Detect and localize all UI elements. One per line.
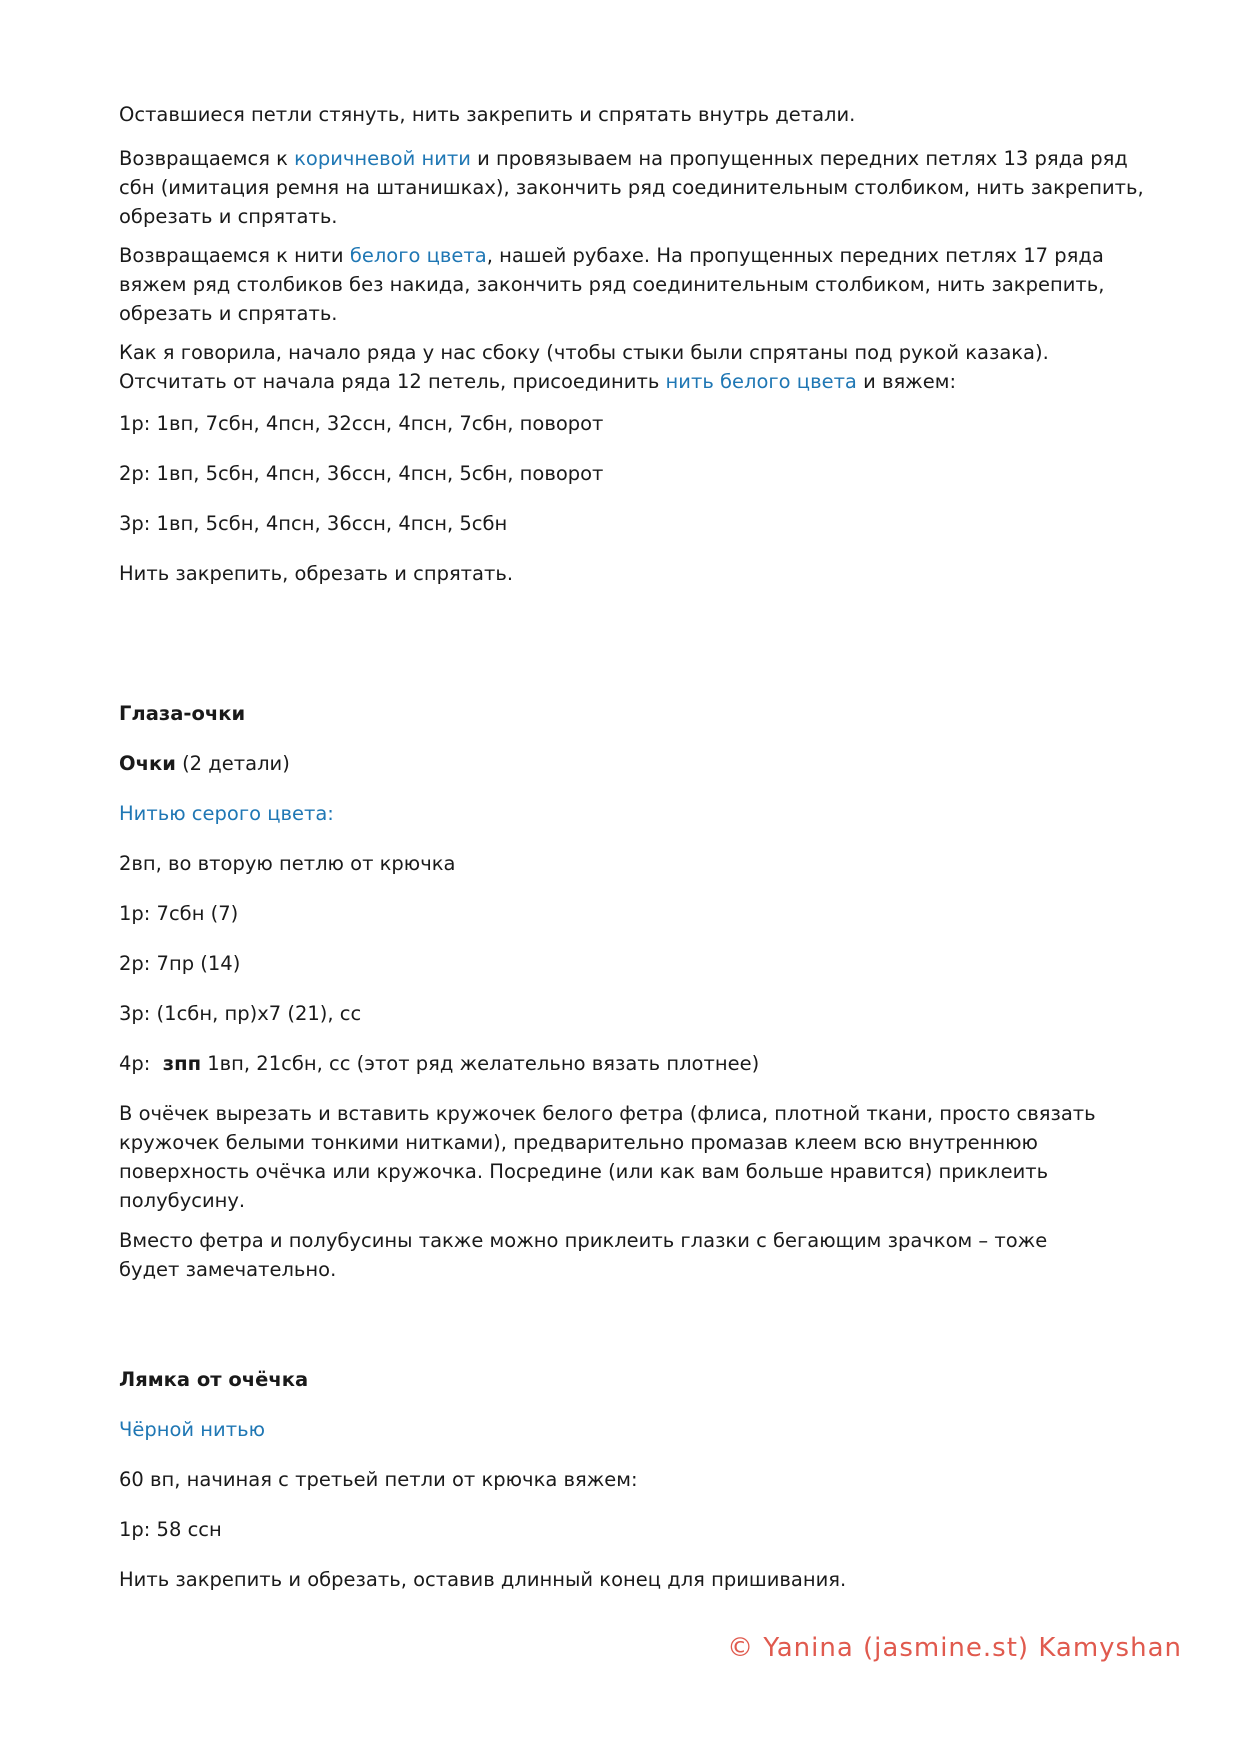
text: Возвращаемся к <box>119 147 295 170</box>
eyes-start: 2вп, во вторую петлю от крючка <box>119 852 456 875</box>
brown-yarn-link[interactable]: коричневой нити <box>294 147 471 170</box>
subheading-glasses-bold: Очки <box>119 752 176 775</box>
text: и вяжем: <box>856 370 957 393</box>
paragraph-finish-part: Оставшиеся петли стянуть, нить закрепить и спрятать внутрь детали. <box>119 103 856 126</box>
paragraph-white-shirt <box>119 241 1109 328</box>
text: (2 детали) <box>175 752 290 775</box>
white-yarn-link-2[interactable]: нить белого цвета <box>665 370 857 393</box>
strap-finish: Нить закрепить и обрезать, оставив длинный конец для пришивания. <box>119 1568 847 1591</box>
heading-eyes: Глаза-очки <box>119 702 246 725</box>
eyes-row-2: 2р: 7пр (14) <box>119 952 241 975</box>
eyes-paragraph-alt: Вместо фетра и полубусины также можно приклеить глазки с бегающим зрачком – тоже будет замечательно. <box>119 1229 1048 1281</box>
white-yarn-link[interactable]: белого цвета <box>349 244 487 267</box>
text: Как я говорила, начало ряда у нас сбоку (чтобы стыки были спрятаны под рукой казака). Отсчитать от начала ряда 12 петель, присоединить <box>119 341 1049 393</box>
text: и провязываем на пропущенных передних петлях 13 ряда ряд сбн (имитация ремня на штанишках), закончить ряд соединительным столбиком, нить закрепить, обрезать и спрятать. <box>119 147 1144 228</box>
grey-yarn-link[interactable]: Нитью серого цвета: <box>119 802 334 825</box>
text: Возвращаемся к нити <box>119 244 350 267</box>
copyright-footer: © Yanina (jasmine.st) Kamyshan <box>727 1633 1182 1663</box>
paragraph-row-start <box>119 338 1129 396</box>
text: 4р: <box>119 1052 163 1075</box>
heading-strap: Лямка от очёчка <box>119 1368 309 1391</box>
paragraph-finish: Нить закрепить, обрезать и спрятать. <box>119 562 514 585</box>
row-3: 3р: 1вп, 5сбн, 4псн, 36ссн, 4псн, 5сбн <box>119 512 508 535</box>
row-1: 1р: 1вп, 7сбн, 4псн, 32ссн, 4псн, 7сбн, поворот <box>119 412 604 435</box>
strap-row-1: 1р: 58 ссн <box>119 1518 222 1541</box>
eyes-row-4 <box>119 1049 759 1078</box>
eyes-paragraph-felt: В очёчек вырезать и вставить кружочек белого фетра (флиса, плотной ткани, просто связать кружочек белыми тонкими нитками), предварительно промазав клеем всю внутреннюю поверхность очёчка или кружочка. Посредине (или как вам больше нравится) приклеить полубусину. <box>119 1102 1096 1212</box>
eyes-row-4-bold: зпп <box>162 1052 202 1075</box>
row-2: 2р: 1вп, 5сбн, 4псн, 36ссн, 4псн, 5сбн, поворот <box>119 462 604 485</box>
text: 1вп, 21сбн, сс (этот ряд желательно вязать плотнее) <box>201 1052 760 1075</box>
eyes-row-1: 1р: 7сбн (7) <box>119 902 239 925</box>
paragraph-brown-yarn <box>119 144 1149 231</box>
black-yarn-link[interactable]: Чёрной нитью <box>119 1418 265 1441</box>
strap-start: 60 вп, начиная с третьей петли от крючка вяжем: <box>119 1468 638 1491</box>
subheading-glasses <box>119 749 290 778</box>
eyes-row-3: 3р: (1сбн, пр)х7 (21), сс <box>119 1002 362 1025</box>
text: , нашей рубахе. На пропущенных передних петлях 17 ряда вяжем ряд столбиков без накида, закончить ряд соединительным столбиком, нить закрепить, обрезать и спрятать. <box>119 244 1105 325</box>
